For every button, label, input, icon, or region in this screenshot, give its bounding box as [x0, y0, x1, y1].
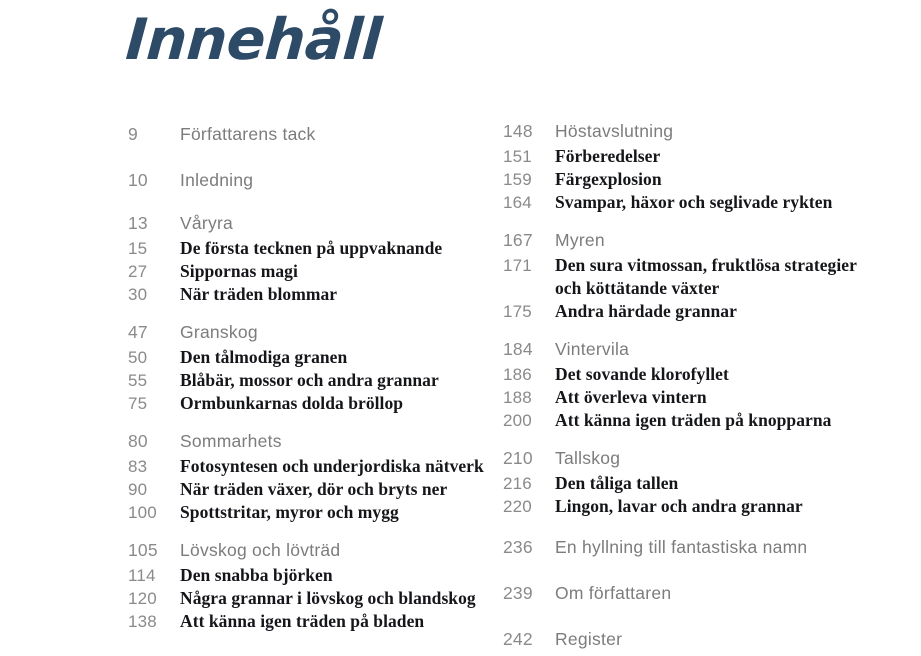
toc-section-entry[interactable]	[503, 623, 878, 656]
toc-page-number: 27	[128, 262, 148, 281]
toc-entry-label: När träden växer, dör och bryts ner	[180, 479, 448, 499]
toc-page-number: 105	[128, 540, 158, 560]
toc-page-number: 236	[503, 537, 533, 557]
toc-page-number: 188	[503, 388, 532, 407]
toc-group	[128, 319, 503, 415]
toc-entry-label: Lingon, lavar och andra grannar	[555, 496, 803, 516]
toc-page-number: 120	[128, 589, 157, 608]
toc-page-number: 138	[128, 612, 157, 631]
toc-group	[128, 428, 503, 524]
toc-section-entry[interactable]	[128, 537, 503, 564]
toc-group	[503, 445, 878, 518]
toc-sub-entry[interactable]	[503, 472, 878, 495]
toc-group	[503, 118, 878, 214]
toc-entry-label: Fotosyntesen och underjordiska nätverk	[180, 456, 484, 476]
toc-section-entry[interactable]	[128, 428, 503, 455]
toc-entry-label: Spottstritar, myror och mygg	[180, 502, 399, 522]
toc-sub-entry[interactable]	[128, 610, 503, 633]
toc-entry-label: Lövskog och lövträd	[180, 540, 341, 560]
toc-page-number: 175	[503, 302, 532, 321]
toc-page-number: 239	[503, 583, 533, 603]
toc-entry-label: Myren	[555, 230, 605, 250]
toc-sub-entry[interactable]	[503, 300, 878, 323]
toc-page-number: 200	[503, 411, 532, 430]
toc-page-number: 83	[128, 457, 148, 476]
toc-group	[128, 118, 503, 151]
toc-page-number: 184	[503, 339, 533, 359]
toc-entry-label: Tallskog	[555, 448, 621, 468]
toc-group	[128, 164, 503, 197]
toc-page-number: 50	[128, 348, 148, 367]
toc-page-number: 13	[128, 213, 148, 233]
toc-entry-label: Författarens tack	[180, 124, 316, 144]
toc-entry-label: Att överleva vintern	[555, 387, 707, 407]
toc-section-entry[interactable]	[128, 118, 503, 151]
toc-section-entry[interactable]	[503, 118, 878, 145]
toc-page-number: 9	[128, 124, 138, 144]
toc-group	[503, 623, 878, 656]
left-column	[128, 118, 503, 633]
toc-entry-label: Inledning	[180, 170, 254, 190]
toc-entry-label: Granskog	[180, 322, 258, 342]
toc-page-number: 164	[503, 193, 532, 212]
toc-page-number: 148	[503, 121, 533, 141]
toc-page-number: 55	[128, 371, 148, 390]
toc-sub-entry[interactable]	[128, 346, 503, 369]
toc-entry-label: Att känna igen träden på bladen	[180, 611, 425, 631]
toc-entry-label: Att känna igen träden på knopparna	[555, 410, 832, 430]
toc-sub-entry[interactable]	[128, 564, 503, 587]
toc-entry-label: Ormbunkarnas dolda bröllop	[180, 393, 404, 413]
toc-page-number: 216	[503, 474, 532, 493]
toc-entry-label: Register	[555, 629, 623, 649]
toc-page-number: 114	[128, 566, 156, 585]
toc-sub-entry[interactable]	[503, 386, 878, 409]
toc-sub-entry[interactable]	[503, 191, 878, 214]
toc-entry-label: Svampar, häxor och seglivade rykten	[555, 192, 833, 212]
toc-section-entry[interactable]	[128, 164, 503, 197]
toc-entry-label: Färgexplosion	[555, 169, 662, 189]
toc-entry-label: Den tåliga tallen	[555, 473, 679, 493]
toc-sub-entry[interactable]	[128, 237, 503, 260]
toc-sub-entry[interactable]	[128, 587, 503, 610]
toc-section-entry[interactable]	[128, 319, 503, 346]
toc-page-number: 242	[503, 629, 533, 649]
toc-entry-label: Sippornas magi	[180, 261, 298, 281]
toc-entry-label: Den sura vitmossan, fruktlösa strategier och köttätande växter	[555, 255, 857, 298]
toc-entry-label: Det sovande klorofyllet	[555, 364, 729, 384]
toc-entry-label: Förberedelser	[555, 146, 661, 166]
toc-columns	[0, 118, 921, 656]
toc-entry-label: De första tecknen på uppvaknande	[180, 238, 443, 258]
toc-entry-label: Vintervila	[555, 339, 630, 359]
toc-entry-label: Höstavslutning	[555, 121, 674, 141]
toc-entry-label: Den snabba björken	[180, 565, 333, 585]
page-title: Innehåll	[123, 7, 384, 73]
toc-section-entry[interactable]	[503, 445, 878, 472]
toc-sub-entry[interactable]	[503, 409, 878, 432]
toc-sub-entry[interactable]	[128, 283, 503, 306]
toc-page-number: 171	[503, 256, 532, 275]
toc-sub-entry[interactable]	[128, 478, 503, 501]
toc-entry-label: Blåbär, mossor och andra grannar	[180, 370, 439, 390]
toc-group	[128, 537, 503, 633]
toc-section-entry[interactable]	[503, 227, 878, 254]
toc-entry-label: Våryra	[180, 213, 234, 233]
toc-entry-label: En hyllning till fantastiska namn	[555, 537, 808, 557]
toc-page-number: 75	[128, 394, 148, 413]
toc-page-number: 210	[503, 448, 533, 468]
toc-page-number: 159	[503, 170, 532, 189]
toc-section-entry[interactable]	[503, 577, 878, 610]
toc-page-number: 80	[128, 431, 148, 451]
toc-sub-entry[interactable]	[503, 145, 878, 168]
toc-sub-entry[interactable]	[128, 260, 503, 283]
toc-sub-entry[interactable]	[128, 501, 503, 524]
toc-sub-entry[interactable]	[503, 254, 878, 300]
toc-page-number: 151	[503, 147, 532, 166]
toc-group	[503, 227, 878, 323]
toc-group	[503, 336, 878, 432]
toc-sub-entry[interactable]	[128, 392, 503, 415]
toc-sub-entry[interactable]	[503, 495, 878, 518]
toc-entry-label: När träden blommar	[180, 284, 338, 304]
toc-sub-entry[interactable]	[128, 455, 503, 478]
toc-sub-entry[interactable]	[503, 363, 878, 386]
toc-entry-label: Några grannar i lövskog och blandskog	[180, 588, 476, 608]
toc-page-number: 10	[128, 170, 148, 190]
toc-group	[503, 531, 878, 564]
toc-page-number: 47	[128, 322, 148, 342]
toc-entry-label: Om författaren	[555, 583, 672, 603]
toc-sub-entry[interactable]	[503, 168, 878, 191]
toc-entry-label: Sommarhets	[180, 431, 282, 451]
toc-page-number: 167	[503, 230, 533, 250]
toc-page-number: 90	[128, 480, 148, 499]
toc-page-number: 15	[128, 239, 148, 258]
toc-entry-label: Den tålmodiga granen	[180, 347, 348, 367]
toc-page-number: 30	[128, 285, 148, 304]
toc-page-number: 100	[128, 503, 157, 522]
toc-sub-entry[interactable]	[128, 369, 503, 392]
toc-page-number: 186	[503, 365, 532, 384]
toc-entry-label: Andra härdade grannar	[555, 301, 737, 321]
toc-section-entry[interactable]	[128, 210, 503, 237]
toc-page-number: 220	[503, 497, 532, 516]
toc-group	[128, 210, 503, 306]
toc-group	[503, 577, 878, 610]
right-column	[503, 118, 878, 656]
toc-section-entry[interactable]	[503, 531, 878, 564]
toc-section-entry[interactable]	[503, 336, 878, 363]
